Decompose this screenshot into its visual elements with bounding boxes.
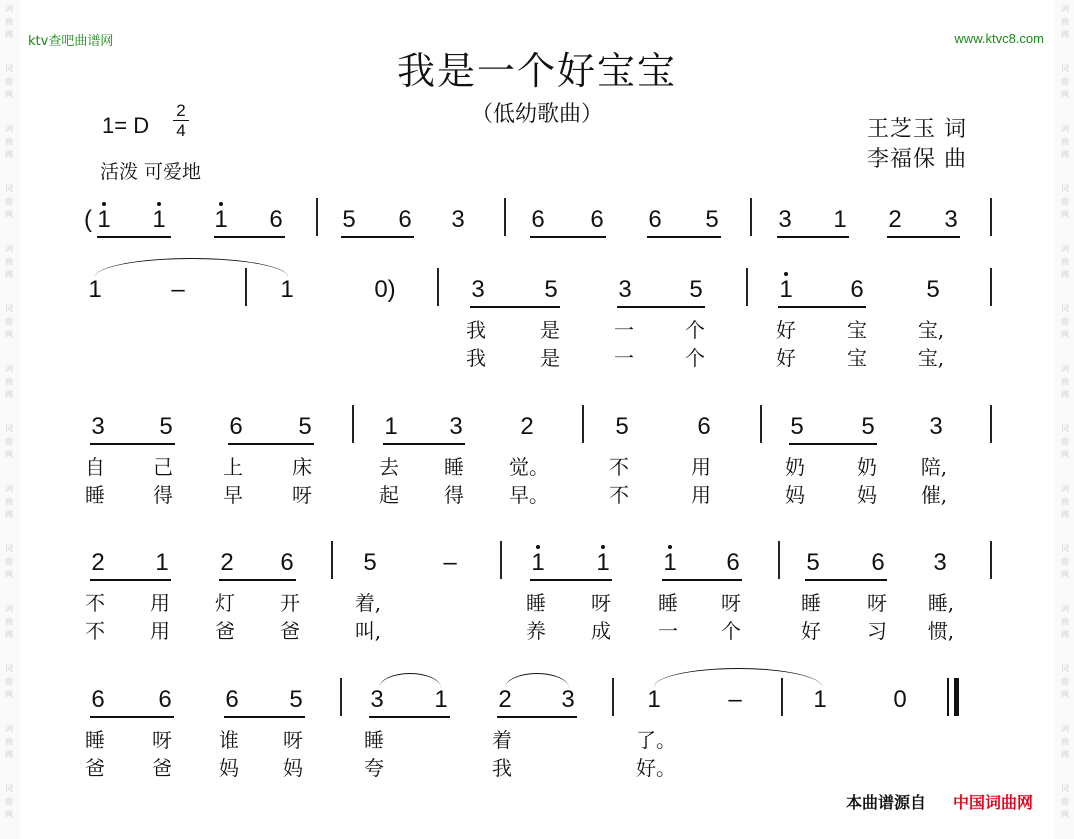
eighth-underline (887, 236, 960, 238)
eighth-underline (530, 236, 606, 238)
lyric-verse2: 养 (526, 619, 546, 643)
margin-watermark-char: 词 (1061, 124, 1069, 133)
slur-tie (95, 258, 288, 277)
margin-watermark-char: 曲 (1061, 677, 1069, 686)
margin-watermark-char: 网 (1061, 90, 1069, 99)
lyric-verse1: 宝, (917, 318, 945, 342)
eighth-underline (90, 716, 174, 718)
lyric-verse2: 不 (609, 483, 629, 507)
lyric-verse1: 个 (685, 318, 705, 342)
key-signature: 1= D (102, 113, 150, 138)
margin-watermark-char: 曲 (5, 377, 13, 386)
bar-line (746, 268, 748, 306)
margin-watermark-char: 曲 (1061, 77, 1069, 86)
margin-watermark-char: 曲 (5, 557, 13, 566)
margin-watermark-char: 网 (1061, 210, 1069, 219)
eighth-underline (341, 236, 414, 238)
lyric-verse2: 好。 (636, 756, 676, 780)
margin-watermark-char: 网 (1061, 570, 1069, 579)
eighth-underline (647, 236, 721, 238)
note: 6 (280, 549, 294, 576)
bar-line (990, 198, 992, 236)
note: 1 (97, 206, 111, 233)
margin-watermark-char: 曲 (1061, 557, 1069, 566)
note: 1 (663, 549, 677, 576)
bar-line (990, 541, 992, 579)
lyric-verse2: 用 (691, 483, 711, 507)
lyric-verse2: 是 (540, 346, 560, 370)
note: 3 (449, 413, 463, 440)
lyric-verse2: 催, (920, 483, 948, 507)
eighth-underline (617, 306, 705, 308)
octave-dot (157, 202, 161, 206)
bar-line (316, 198, 318, 236)
note: 1 (280, 276, 294, 303)
lyric-verse1: 呀 (283, 728, 303, 752)
octave-dot (219, 202, 223, 206)
note: 5 (689, 276, 703, 303)
margin-watermark-char: 词 (1061, 484, 1069, 493)
eighth-underline (369, 716, 450, 718)
note: 6 (229, 413, 243, 440)
margin-watermark-char: 曲 (5, 137, 13, 146)
margin-watermark-char: 曲 (5, 617, 13, 626)
bar-line (352, 405, 354, 443)
note: 5 (363, 549, 377, 576)
margin-watermark-char: 词 (5, 304, 13, 313)
note: 6 (531, 206, 545, 233)
lyric-verse1: 己 (153, 455, 173, 479)
eighth-underline (228, 443, 314, 445)
lyric-verse2: 叫, (354, 619, 382, 643)
margin-watermark-char: 曲 (5, 77, 13, 86)
margin-watermark-char: 网 (1061, 270, 1069, 279)
source-site-link[interactable]: 中国词曲网 (953, 793, 1034, 812)
note: 5 (159, 413, 173, 440)
lyric-verse1: 谁 (219, 728, 239, 752)
lyric-verse1: 去 (379, 455, 399, 479)
margin-watermark-char: 曲 (5, 797, 13, 806)
lyric-verse2: 一 (614, 346, 634, 370)
note: 5 (705, 206, 719, 233)
note: 3 (618, 276, 632, 303)
lyric-verse1: 用 (150, 591, 170, 615)
lyric-verse2: 起 (379, 483, 399, 507)
lyric-verse1: 上 (223, 455, 243, 479)
lyric-verse2: 睡 (85, 483, 105, 507)
note: 3 (561, 686, 575, 713)
note: 5 (289, 686, 303, 713)
lyric-verse2: 宝 (847, 346, 867, 370)
eighth-underline (789, 443, 877, 445)
lyric-verse2: 得 (444, 483, 464, 507)
note: 3 (451, 206, 465, 233)
note: 2 (220, 549, 234, 576)
margin-watermark-char: 词 (1061, 4, 1069, 13)
note: 3 (929, 413, 943, 440)
slur-tie (379, 673, 441, 688)
note: 6 (871, 549, 885, 576)
bar-line (778, 541, 780, 579)
margin-watermark-char: 词 (5, 364, 13, 373)
lyric-verse1: 床 (292, 455, 312, 479)
lyric-verse2: 惯, (927, 619, 955, 643)
note: 3 (91, 413, 105, 440)
margin-watermark-char: 曲 (5, 197, 13, 206)
eighth-underline (805, 579, 887, 581)
lyric-verse2: 妈 (283, 756, 303, 780)
note: 5 (342, 206, 356, 233)
lyric-verse1: 着, (354, 591, 382, 615)
margin-watermark-char: 词 (5, 544, 13, 553)
margin-watermark-char: 词 (1061, 64, 1069, 73)
eighth-underline (90, 579, 171, 581)
lyric-verse2: 我 (492, 756, 512, 780)
source-label: 本曲谱源自 (846, 793, 927, 812)
margin-watermark-char: 网 (1061, 450, 1069, 459)
slur-tie (654, 668, 822, 687)
note: 2 (498, 686, 512, 713)
margin-watermark-char: 网 (5, 30, 13, 39)
margin-watermark-char: 网 (1061, 30, 1069, 39)
note: 0) (374, 276, 396, 303)
lyric-verse1: 觉。 (509, 455, 549, 479)
lyric-verse2: 宝, (917, 346, 945, 370)
final-bar-thick (954, 678, 959, 716)
lyric-verse1: 呀 (721, 591, 741, 615)
site-url-right[interactable]: www.ktvc8.com (954, 31, 1044, 46)
margin-watermark-char: 曲 (5, 437, 13, 446)
lyric-verse1: 睡 (526, 591, 546, 615)
bar-line (990, 268, 992, 306)
margin-watermark-char: 网 (5, 390, 13, 399)
lyric-verse1: 宝 (847, 318, 867, 342)
bar-line (500, 541, 502, 579)
lyric-verse2: 爸 (280, 619, 300, 643)
margin-watermark-char: 词 (1061, 184, 1069, 193)
lyric-verse1: 奶 (857, 455, 877, 479)
note: 6 (398, 206, 412, 233)
lyric-verse2: 好 (776, 346, 796, 370)
lyric-verse2: 夸 (364, 756, 384, 780)
lyric-verse1: 奶 (785, 455, 805, 479)
margin-watermark-char: 词 (1061, 784, 1069, 793)
bar-line (340, 678, 342, 716)
margin-watermark-char: 网 (1061, 330, 1069, 339)
margin-watermark-char: 词 (5, 244, 13, 253)
margin-watermark-char: 词 (1061, 664, 1069, 673)
margin-watermark-char: 词 (5, 424, 13, 433)
lyric-verse2: 得 (153, 483, 173, 507)
note: 2 (520, 413, 534, 440)
lyric-verse1: 睡 (801, 591, 821, 615)
lyric-verse2: 妈 (219, 756, 239, 780)
note: 1 (434, 686, 448, 713)
margin-watermark-char: 网 (5, 270, 13, 279)
margin-watermark-char: 网 (5, 450, 13, 459)
eighth-underline (778, 306, 866, 308)
final-bar-thin (947, 678, 949, 716)
margin-watermark-char: 曲 (5, 257, 13, 266)
lyric-verse1: 呀 (591, 591, 611, 615)
note: 1 (596, 549, 610, 576)
lyric-verse1: 开 (280, 591, 300, 615)
lyric-verse2: 妈 (785, 483, 805, 507)
margin-watermark-char: 网 (1061, 150, 1069, 159)
margin-watermark-char: 网 (5, 810, 13, 819)
margin-watermark-char: 网 (1061, 390, 1069, 399)
margin-watermark-char: 曲 (1061, 437, 1069, 446)
note: 3 (944, 206, 958, 233)
margin-watermark-char: 网 (5, 690, 13, 699)
note: – (443, 549, 457, 576)
note: 6 (726, 549, 740, 576)
note: 3 (370, 686, 384, 713)
note: 1 (647, 686, 661, 713)
note: 6 (91, 686, 105, 713)
lyric-verse1: 不 (85, 591, 105, 615)
lyric-verse1: 我 (466, 318, 486, 342)
composer-credit: 李福保 曲 (867, 147, 967, 172)
note: 3 (933, 549, 947, 576)
lyric-verse1: 陪, (920, 455, 948, 479)
eighth-underline (90, 443, 175, 445)
note: 1 (152, 206, 166, 233)
note: – (728, 686, 742, 713)
margin-watermark-char: 词 (5, 4, 13, 13)
note: 2 (888, 206, 902, 233)
note: 1 (88, 276, 102, 303)
margin-watermark-char: 曲 (5, 317, 13, 326)
margin-watermark-char: 词 (1061, 544, 1069, 553)
eighth-underline (224, 716, 305, 718)
eighth-underline (470, 306, 560, 308)
eighth-underline (214, 236, 285, 238)
lyric-verse1: 了。 (636, 728, 676, 752)
note: 1 (833, 206, 847, 233)
slur-tie (505, 673, 569, 688)
lyric-verse1: 睡, (927, 591, 955, 615)
margin-watermark-char: 词 (1061, 244, 1069, 253)
note: 5 (926, 276, 940, 303)
margin-watermark-char: 曲 (1061, 317, 1069, 326)
lyric-verse2: 爸 (152, 756, 172, 780)
song-title: 我是一个好宝宝 (396, 49, 677, 93)
lyric-verse2: 早 (223, 483, 243, 507)
margin-watermark-char: 曲 (1061, 377, 1069, 386)
margin-watermark-char: 曲 (1061, 257, 1069, 266)
margin-watermark-char: 网 (5, 150, 13, 159)
margin-watermark-char: 网 (5, 750, 13, 759)
eighth-underline (219, 579, 296, 581)
margin-watermark-char: 曲 (1061, 137, 1069, 146)
lyric-verse2: 个 (721, 619, 741, 643)
bar-line (504, 198, 506, 236)
margin-watermark-char: 词 (5, 484, 13, 493)
margin-watermark-char: 词 (1061, 304, 1069, 313)
note: 6 (648, 206, 662, 233)
note: 1 (214, 206, 228, 233)
eighth-underline (777, 236, 849, 238)
margin-watermark-char: 词 (5, 664, 13, 673)
eighth-underline (97, 236, 171, 238)
lyric-verse1: 睡 (444, 455, 464, 479)
margin-watermark-char: 曲 (1061, 617, 1069, 626)
octave-dot (102, 202, 106, 206)
lyric-verse2: 好 (801, 619, 821, 643)
margin-watermark-char: 网 (1061, 630, 1069, 639)
note: 5 (861, 413, 875, 440)
note: 6 (225, 686, 239, 713)
song-subtitle: （低幼歌曲） (470, 102, 603, 127)
margin-watermark-char: 词 (5, 724, 13, 733)
lyric-verse1: 呀 (152, 728, 172, 752)
lyric-verse2: 不 (85, 619, 105, 643)
lyric-verse2: 爸 (85, 756, 105, 780)
note: 3 (471, 276, 485, 303)
margin-watermark-char: 词 (5, 124, 13, 133)
lyric-verse1: 自 (85, 455, 105, 479)
lyric-verse1: 着 (492, 728, 512, 752)
time-signature (172, 101, 190, 140)
tempo-marking: 活泼 可爱地 (100, 161, 202, 183)
note: 5 (544, 276, 558, 303)
margin-watermark-char: 词 (1061, 364, 1069, 373)
note: 6 (697, 413, 711, 440)
margin-watermark-char: 网 (5, 630, 13, 639)
lyric-verse2: 呀 (292, 483, 312, 507)
margin-watermark-char: 网 (5, 510, 13, 519)
eighth-underline (530, 579, 612, 581)
lyric-verse1: 一 (614, 318, 634, 342)
bar-line (331, 541, 333, 579)
margin-watermark-char: 曲 (5, 17, 13, 26)
lyric-verse1: 灯 (215, 591, 235, 615)
eighth-underline (497, 716, 577, 718)
lyric-verse1: 好 (776, 318, 796, 342)
margin-watermark-char: 曲 (1061, 797, 1069, 806)
margin-watermark-char: 词 (5, 184, 13, 193)
note: 5 (790, 413, 804, 440)
lyric-verse1: 是 (540, 318, 560, 342)
margin-watermark-char: 网 (1061, 690, 1069, 699)
octave-dot (784, 272, 788, 276)
margin-watermark-char: 网 (5, 90, 13, 99)
lyric-verse2: 早。 (509, 483, 549, 507)
octave-dot (536, 545, 540, 549)
octave-dot (668, 545, 672, 549)
lyric-verse1: 用 (691, 455, 711, 479)
margin-watermark-char: 曲 (1061, 497, 1069, 506)
time-signature-bottom: 4 (176, 121, 186, 140)
margin-watermark-char: 词 (5, 64, 13, 73)
margin-watermark-char: 曲 (1061, 17, 1069, 26)
lyric-verse1: 睡 (658, 591, 678, 615)
margin-watermark-char: 网 (1061, 810, 1069, 819)
lyricist-credit: 王芝玉 词 (867, 117, 967, 142)
time-signature-top: 2 (176, 101, 186, 120)
lyric-verse1: 睡 (85, 728, 105, 752)
margin-watermark-char: 曲 (5, 677, 13, 686)
margin-watermark-char: 词 (5, 784, 13, 793)
eighth-underline (383, 443, 465, 445)
lyric-verse1: 不 (609, 455, 629, 479)
note: 1 (779, 276, 793, 303)
note: 1 (531, 549, 545, 576)
margin-watermark-char: 词 (5, 604, 13, 613)
note: 5 (298, 413, 312, 440)
note: 6 (158, 686, 172, 713)
site-name-left[interactable]: ktv查吧曲谱网 (28, 34, 114, 49)
lyric-verse2: 妈 (857, 483, 877, 507)
note: 1 (155, 549, 169, 576)
note: 0 (893, 686, 907, 713)
lyric-verse2: 个 (685, 346, 705, 370)
bar-line (612, 678, 614, 716)
lyric-verse2: 爸 (215, 619, 235, 643)
lyric-verse2: 我 (466, 346, 486, 370)
lyric-verse1: 呀 (867, 591, 887, 615)
note: 5 (806, 549, 820, 576)
bar-line (582, 405, 584, 443)
lyric-verse2: 一 (658, 619, 678, 643)
note: 3 (778, 206, 792, 233)
bar-line (760, 405, 762, 443)
margin-watermark-char: 曲 (1061, 737, 1069, 746)
margin-watermark-char: 曲 (1061, 197, 1069, 206)
note: 2 (91, 549, 105, 576)
margin-watermark-char: 网 (1061, 510, 1069, 519)
octave-dot (601, 545, 605, 549)
margin-watermark-char: 网 (5, 330, 13, 339)
margin-watermark-char: 词 (1061, 424, 1069, 433)
lyric-verse2: 习 (867, 619, 887, 643)
bar-line (990, 405, 992, 443)
eighth-underline (662, 579, 742, 581)
margin-watermark-char: 曲 (5, 737, 13, 746)
note: ( (84, 206, 92, 233)
note: 6 (269, 206, 283, 233)
margin-watermark-char: 词 (1061, 724, 1069, 733)
note: 1 (813, 686, 827, 713)
margin-watermark-char: 网 (1061, 750, 1069, 759)
note: 6 (590, 206, 604, 233)
bar-line (750, 198, 752, 236)
note: 5 (615, 413, 629, 440)
note: 1 (384, 413, 398, 440)
bar-line (437, 268, 439, 306)
lyric-verse1: 睡 (364, 728, 384, 752)
margin-watermark-char: 曲 (5, 497, 13, 506)
note: 6 (850, 276, 864, 303)
note: – (171, 276, 185, 303)
lyric-verse2: 用 (150, 619, 170, 643)
lyric-verse2: 成 (591, 619, 611, 643)
margin-watermark-char: 网 (5, 210, 13, 219)
margin-watermark-char: 词 (1061, 604, 1069, 613)
margin-watermark-char: 网 (5, 570, 13, 579)
